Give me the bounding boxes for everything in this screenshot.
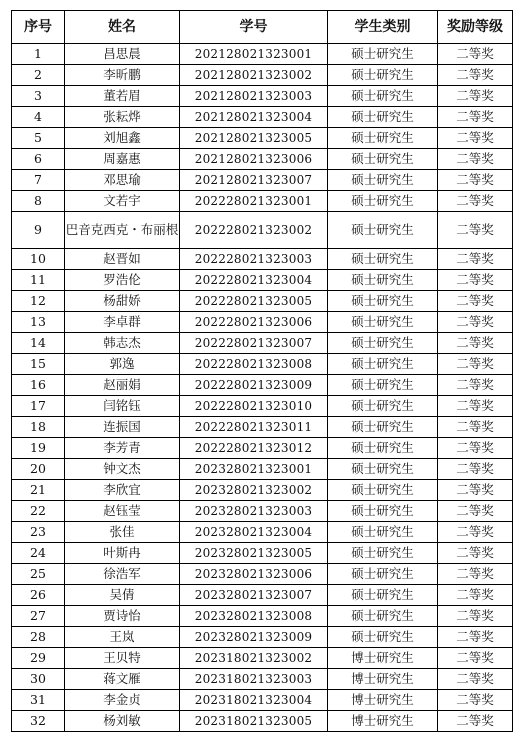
cell-student-type: 硕士研究生 [328, 212, 438, 249]
table-body [12, 44, 513, 732]
cell-student-type: 硕士研究生 [328, 86, 438, 107]
cell-serial: 15 [12, 354, 65, 375]
cell-student-type: 博士研究生 [328, 669, 438, 690]
cell-serial: 18 [12, 417, 65, 438]
cell-award-level: 二等奖 [438, 459, 513, 480]
cell-student-id: 202318021323005 [180, 711, 328, 732]
cell-serial: 32 [12, 711, 65, 732]
cell-name: 杨刘敏 [65, 711, 180, 732]
cell-name: 李卓群 [65, 312, 180, 333]
cell-name: 叶斯冉 [65, 543, 180, 564]
cell-student-id: 202318021323004 [180, 690, 328, 711]
cell-student-id: 202328021323003 [180, 501, 328, 522]
cell-serial: 26 [12, 585, 65, 606]
award-table [11, 10, 513, 732]
cell-serial: 21 [12, 480, 65, 501]
cell-award-level: 二等奖 [438, 606, 513, 627]
cell-student-type: 硕士研究生 [328, 543, 438, 564]
cell-name: 巴音克西克・布丽根 [65, 212, 180, 249]
cell-award-level: 二等奖 [438, 543, 513, 564]
cell-student-id: 202228021323010 [180, 396, 328, 417]
table-row [12, 128, 513, 149]
cell-student-id: 202318021323002 [180, 648, 328, 669]
table-row [12, 417, 513, 438]
cell-student-type: 博士研究生 [328, 648, 438, 669]
cell-serial: 27 [12, 606, 65, 627]
cell-award-level: 二等奖 [438, 564, 513, 585]
cell-name: 李欣宜 [65, 480, 180, 501]
cell-serial: 10 [12, 249, 65, 270]
cell-student-type: 硕士研究生 [328, 107, 438, 128]
cell-serial: 29 [12, 648, 65, 669]
cell-name: 连振国 [65, 417, 180, 438]
table-row [12, 333, 513, 354]
table-row [12, 170, 513, 191]
cell-student-id: 202328021323002 [180, 480, 328, 501]
cell-student-type: 硕士研究生 [328, 375, 438, 396]
cell-student-id: 202228021323002 [180, 212, 328, 249]
cell-name: 闫铭钰 [65, 396, 180, 417]
table-row [12, 627, 513, 648]
cell-serial: 2 [12, 65, 65, 86]
table-row [12, 191, 513, 212]
table-row [12, 149, 513, 170]
cell-name: 吴倩 [65, 585, 180, 606]
cell-name: 李昕鹏 [65, 65, 180, 86]
cell-award-level: 二等奖 [438, 501, 513, 522]
cell-student-id: 202128021323006 [180, 149, 328, 170]
award-table-container [11, 10, 513, 732]
cell-student-type: 博士研究生 [328, 711, 438, 732]
cell-serial: 7 [12, 170, 65, 191]
cell-student-id: 202328021323006 [180, 564, 328, 585]
cell-student-type: 硕士研究生 [328, 128, 438, 149]
cell-name: 邓思瑜 [65, 170, 180, 191]
table-row [12, 480, 513, 501]
cell-award-level: 二等奖 [438, 690, 513, 711]
cell-student-id: 202228021323005 [180, 291, 328, 312]
table-row [12, 44, 513, 65]
cell-name: 王贝特 [65, 648, 180, 669]
table-row [12, 249, 513, 270]
table-row [12, 564, 513, 585]
cell-name: 徐浩军 [65, 564, 180, 585]
cell-award-level: 二等奖 [438, 86, 513, 107]
cell-award-level: 二等奖 [438, 270, 513, 291]
cell-student-type: 硕士研究生 [328, 170, 438, 191]
cell-serial: 16 [12, 375, 65, 396]
table-row [12, 501, 513, 522]
cell-award-level: 二等奖 [438, 396, 513, 417]
cell-student-id: 202328021323001 [180, 459, 328, 480]
cell-student-id: 202228021323008 [180, 354, 328, 375]
cell-student-type: 硕士研究生 [328, 396, 438, 417]
cell-student-id: 202328021323007 [180, 585, 328, 606]
cell-name: 赵钰莹 [65, 501, 180, 522]
cell-award-level: 二等奖 [438, 65, 513, 86]
cell-name: 钟文杰 [65, 459, 180, 480]
cell-award-level: 二等奖 [438, 149, 513, 170]
cell-name: 贾诗怡 [65, 606, 180, 627]
cell-student-id: 202128021323004 [180, 107, 328, 128]
cell-serial: 8 [12, 191, 65, 212]
cell-student-id: 202228021323011 [180, 417, 328, 438]
cell-serial: 3 [12, 86, 65, 107]
cell-award-level: 二等奖 [438, 291, 513, 312]
cell-student-type: 硕士研究生 [328, 354, 438, 375]
cell-award-level: 二等奖 [438, 249, 513, 270]
table-row [12, 648, 513, 669]
cell-student-type: 博士研究生 [328, 690, 438, 711]
cell-student-id: 202328021323009 [180, 627, 328, 648]
cell-serial: 19 [12, 438, 65, 459]
cell-student-id: 202228021323007 [180, 333, 328, 354]
cell-name: 张佳 [65, 522, 180, 543]
cell-name: 蒋文雁 [65, 669, 180, 690]
table-row [12, 669, 513, 690]
table-row [12, 711, 513, 732]
cell-award-level: 二等奖 [438, 128, 513, 149]
table-row [12, 606, 513, 627]
cell-student-type: 硕士研究生 [328, 564, 438, 585]
cell-award-level: 二等奖 [438, 585, 513, 606]
cell-name: 罗浩伦 [65, 270, 180, 291]
table-row [12, 375, 513, 396]
cell-serial: 23 [12, 522, 65, 543]
cell-name: 赵晋如 [65, 249, 180, 270]
cell-student-type: 硕士研究生 [328, 438, 438, 459]
cell-serial: 11 [12, 270, 65, 291]
cell-student-id: 202228021323001 [180, 191, 328, 212]
table-row [12, 65, 513, 86]
cell-name: 张耘烨 [65, 107, 180, 128]
cell-award-level: 二等奖 [438, 417, 513, 438]
cell-award-level: 二等奖 [438, 522, 513, 543]
cell-serial: 1 [12, 44, 65, 65]
cell-award-level: 二等奖 [438, 312, 513, 333]
header-student-id: 学号 [180, 11, 328, 44]
cell-student-type: 硕士研究生 [328, 417, 438, 438]
cell-name: 王岚 [65, 627, 180, 648]
cell-student-type: 硕士研究生 [328, 291, 438, 312]
cell-serial: 5 [12, 128, 65, 149]
cell-student-id: 202318021323003 [180, 669, 328, 690]
cell-serial: 17 [12, 396, 65, 417]
cell-student-type: 硕士研究生 [328, 44, 438, 65]
cell-name: 韩志杰 [65, 333, 180, 354]
cell-student-id: 202128021323005 [180, 128, 328, 149]
cell-serial: 20 [12, 459, 65, 480]
table-row [12, 690, 513, 711]
header-student-type: 学生类别 [328, 11, 438, 44]
cell-student-type: 硕士研究生 [328, 585, 438, 606]
table-row [12, 107, 513, 128]
cell-award-level: 二等奖 [438, 669, 513, 690]
cell-name: 文若宇 [65, 191, 180, 212]
cell-serial: 12 [12, 291, 65, 312]
cell-award-level: 二等奖 [438, 711, 513, 732]
cell-name: 刘旭鑫 [65, 128, 180, 149]
table-row [12, 522, 513, 543]
cell-student-id: 202328021323004 [180, 522, 328, 543]
cell-student-id: 202128021323007 [180, 170, 328, 191]
cell-student-id: 202228021323006 [180, 312, 328, 333]
cell-student-id: 202228021323012 [180, 438, 328, 459]
table-row [12, 459, 513, 480]
cell-student-type: 硕士研究生 [328, 191, 438, 212]
cell-student-id: 202328021323005 [180, 543, 328, 564]
cell-award-level: 二等奖 [438, 212, 513, 249]
cell-award-level: 二等奖 [438, 648, 513, 669]
cell-name: 赵丽娟 [65, 375, 180, 396]
cell-name: 李金贞 [65, 690, 180, 711]
cell-name: 董若眉 [65, 86, 180, 107]
table-row [12, 438, 513, 459]
cell-serial: 31 [12, 690, 65, 711]
cell-student-type: 硕士研究生 [328, 65, 438, 86]
cell-student-id: 202128021323002 [180, 65, 328, 86]
cell-student-id: 202228021323009 [180, 375, 328, 396]
cell-serial: 9 [12, 212, 65, 249]
cell-serial: 6 [12, 149, 65, 170]
cell-serial: 24 [12, 543, 65, 564]
cell-name: 周嘉惠 [65, 149, 180, 170]
cell-serial: 4 [12, 107, 65, 128]
cell-student-id: 202128021323003 [180, 86, 328, 107]
table-row [12, 396, 513, 417]
cell-student-type: 硕士研究生 [328, 480, 438, 501]
cell-award-level: 二等奖 [438, 44, 513, 65]
table-row [12, 86, 513, 107]
header-name: 姓名 [65, 11, 180, 44]
cell-student-id: 202228021323003 [180, 249, 328, 270]
cell-serial: 22 [12, 501, 65, 522]
cell-student-type: 硕士研究生 [328, 312, 438, 333]
cell-award-level: 二等奖 [438, 438, 513, 459]
table-row [12, 543, 513, 564]
cell-serial: 25 [12, 564, 65, 585]
cell-student-type: 硕士研究生 [328, 522, 438, 543]
cell-student-type: 硕士研究生 [328, 459, 438, 480]
cell-name: 杨甜娇 [65, 291, 180, 312]
cell-serial: 13 [12, 312, 65, 333]
cell-student-id: 202328021323008 [180, 606, 328, 627]
cell-student-type: 硕士研究生 [328, 333, 438, 354]
table-row [12, 354, 513, 375]
header-serial: 序号 [12, 11, 65, 44]
cell-name: 昌思晨 [65, 44, 180, 65]
cell-award-level: 二等奖 [438, 107, 513, 128]
cell-student-type: 硕士研究生 [328, 149, 438, 170]
cell-student-type: 硕士研究生 [328, 249, 438, 270]
header-award-level: 奖励等级 [438, 11, 513, 44]
table-header-row [12, 11, 513, 44]
cell-serial: 30 [12, 669, 65, 690]
cell-student-type: 硕士研究生 [328, 270, 438, 291]
table-row [12, 270, 513, 291]
cell-award-level: 二等奖 [438, 170, 513, 191]
cell-name: 李芳青 [65, 438, 180, 459]
cell-student-type: 硕士研究生 [328, 627, 438, 648]
cell-award-level: 二等奖 [438, 627, 513, 648]
cell-award-level: 二等奖 [438, 354, 513, 375]
table-row [12, 291, 513, 312]
cell-serial: 28 [12, 627, 65, 648]
cell-serial: 14 [12, 333, 65, 354]
cell-name: 郭逸 [65, 354, 180, 375]
table-row [12, 312, 513, 333]
cell-award-level: 二等奖 [438, 191, 513, 212]
table-row [12, 212, 513, 249]
table-row [12, 585, 513, 606]
cell-student-type: 硕士研究生 [328, 606, 438, 627]
cell-student-id: 202228021323004 [180, 270, 328, 291]
cell-award-level: 二等奖 [438, 333, 513, 354]
cell-award-level: 二等奖 [438, 375, 513, 396]
cell-student-id: 202128021323001 [180, 44, 328, 65]
cell-student-type: 硕士研究生 [328, 501, 438, 522]
cell-award-level: 二等奖 [438, 480, 513, 501]
